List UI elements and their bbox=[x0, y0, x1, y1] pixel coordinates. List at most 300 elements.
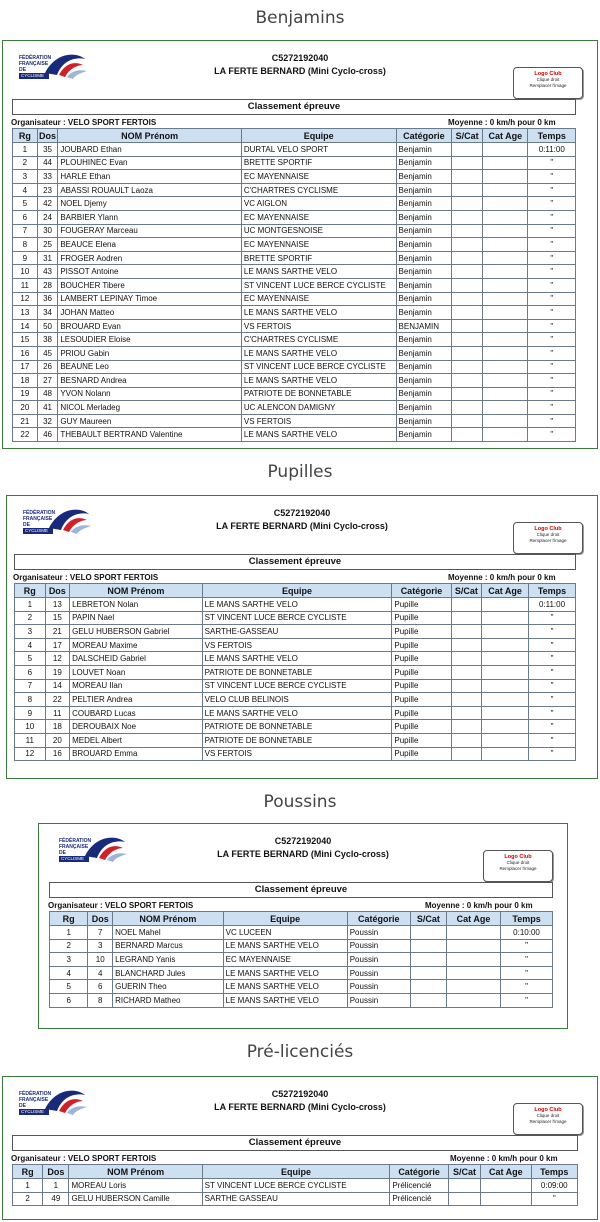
table-cell: " bbox=[501, 993, 553, 1007]
table-cell: VS FERTOIS bbox=[202, 638, 392, 652]
table-cell: 18 bbox=[13, 374, 38, 388]
race-code: C5272192040 bbox=[271, 1089, 329, 1099]
table-cell: 6 bbox=[15, 665, 46, 679]
table-cell: JOUBARD Ethan bbox=[58, 143, 242, 157]
table-cell bbox=[452, 278, 483, 292]
table-cell: 19 bbox=[13, 387, 38, 401]
table-cell: " bbox=[529, 720, 576, 734]
table-cell: LE MANS SARTHE VELO bbox=[202, 652, 392, 666]
table-cell bbox=[483, 210, 528, 224]
federation-logo-text: FÉDÉRATION FRANÇAISE DE bbox=[59, 838, 92, 856]
table-cell: 2 bbox=[13, 1192, 43, 1206]
column-header: Temps bbox=[501, 912, 553, 926]
table-cell: " bbox=[528, 292, 576, 306]
column-header: Catégorie bbox=[390, 1165, 449, 1179]
federation-logo-bar: CYCLISME bbox=[23, 528, 53, 534]
table-cell: 12 bbox=[15, 747, 46, 761]
table-cell: PATRIOTE DE BONNETABLE bbox=[241, 387, 396, 401]
table-cell: 1 bbox=[15, 598, 46, 612]
table-cell: 0:09:00 bbox=[531, 1179, 577, 1193]
table-cell: Pupille bbox=[392, 611, 451, 625]
table-cell: EC MAYENNAISE bbox=[241, 238, 396, 252]
table-cell: 7 bbox=[15, 679, 46, 693]
table-row bbox=[15, 693, 576, 707]
table-cell: " bbox=[531, 1192, 577, 1206]
table-cell: 0:11:00 bbox=[529, 598, 576, 612]
moyenne-label: Moyenne : 0 km/h pour 0 km bbox=[450, 1154, 558, 1163]
table-row bbox=[13, 360, 576, 374]
table-cell: LE MANS SARTHE VELO bbox=[223, 939, 347, 953]
table-cell bbox=[483, 333, 528, 347]
table-row bbox=[50, 939, 553, 953]
table-cell: HARLE Ethan bbox=[58, 170, 242, 184]
table-cell: LE MANS SARTHE VELO bbox=[241, 265, 396, 279]
table-cell: 18 bbox=[45, 720, 69, 734]
table-cell: Benjamin bbox=[396, 265, 452, 279]
table-cell: 21 bbox=[13, 414, 38, 428]
table-cell: 3 bbox=[13, 170, 38, 184]
table-cell: 21 bbox=[45, 625, 69, 639]
table-cell: PATRIOTE DE BONNETABLE bbox=[202, 665, 392, 679]
logo-club-line1: Clique droit bbox=[536, 532, 560, 537]
table-cell: PRIOU Gabin bbox=[58, 346, 242, 360]
table-cell bbox=[483, 251, 528, 265]
table-cell: BESNARD Andrea bbox=[58, 374, 242, 388]
table-cell: " bbox=[528, 319, 576, 333]
column-header: Cat Age bbox=[446, 912, 500, 926]
logo-club-line1: Clique droit bbox=[536, 77, 560, 82]
table-cell: BENJAMIN bbox=[396, 319, 452, 333]
table-row bbox=[15, 665, 576, 679]
table-cell: Poussin bbox=[347, 939, 410, 953]
race-code: C5272192040 bbox=[273, 508, 331, 518]
table-cell: EC MAYENNAISE bbox=[241, 170, 396, 184]
event-title: LA FERTE BERNARD (Mini Cyclo-cross) bbox=[214, 1102, 386, 1112]
table-row bbox=[13, 333, 576, 347]
table-cell bbox=[452, 428, 483, 442]
table-row bbox=[15, 720, 576, 734]
results-card bbox=[2, 40, 598, 449]
table-cell: 15 bbox=[45, 611, 69, 625]
logo-club-placeholder[interactable] bbox=[513, 522, 583, 554]
table-row bbox=[13, 156, 576, 170]
event-title: LA FERTE BERNARD (Mini Cyclo-cross) bbox=[214, 66, 386, 76]
table-cell: 3 bbox=[15, 625, 46, 639]
table-cell: 10 bbox=[88, 953, 113, 967]
classement-heading: Classement épreuve bbox=[12, 1135, 578, 1151]
table-cell: Benjamin bbox=[396, 374, 452, 388]
table-cell: MOREAU Ilan bbox=[70, 679, 203, 693]
table-row bbox=[13, 278, 576, 292]
table-cell: BLANCHARD Jules bbox=[113, 966, 224, 980]
column-header: Catégorie bbox=[396, 129, 452, 143]
table-cell: Benjamin bbox=[396, 251, 452, 265]
table-cell: Benjamin bbox=[396, 414, 452, 428]
logo-club-line1: Clique droit bbox=[536, 1113, 560, 1118]
logo-club-placeholder[interactable] bbox=[483, 850, 553, 882]
race-code: C5272192040 bbox=[271, 53, 329, 63]
classement-heading: Classement épreuve bbox=[14, 554, 576, 570]
table-cell: Benjamin bbox=[396, 346, 452, 360]
table-cell: 41 bbox=[37, 401, 58, 415]
table-cell bbox=[482, 625, 529, 639]
table-cell: BROUARD Evan bbox=[58, 319, 242, 333]
column-header: Dos bbox=[88, 912, 113, 926]
table-cell: LE MANS SARTHE VELO bbox=[223, 966, 347, 980]
federation-logo-text: FÉDÉRATION FRANÇAISE DE bbox=[19, 55, 52, 73]
table-cell: LE MANS SARTHE VELO bbox=[241, 428, 396, 442]
table-cell bbox=[446, 926, 500, 940]
table-cell bbox=[483, 428, 528, 442]
table-row bbox=[15, 747, 576, 761]
table-cell: DALSCHEID Gabriel bbox=[70, 652, 203, 666]
table-row bbox=[13, 374, 576, 388]
column-header: Rg bbox=[15, 584, 46, 598]
table-cell: 14 bbox=[13, 319, 38, 333]
table-cell bbox=[483, 183, 528, 197]
table-cell: 10 bbox=[13, 265, 38, 279]
table-cell bbox=[482, 706, 529, 720]
table-cell: NICOL Merladeg bbox=[58, 401, 242, 415]
table-cell: " bbox=[528, 401, 576, 415]
table-cell bbox=[451, 693, 482, 707]
logo-club-placeholder[interactable] bbox=[513, 67, 583, 99]
table-cell: 2 bbox=[50, 939, 88, 953]
logo-club-line2: Remplacer l'image bbox=[529, 538, 567, 543]
table-cell: JOHAN Matteo bbox=[58, 306, 242, 320]
table-cell bbox=[483, 374, 528, 388]
table-cell bbox=[482, 638, 529, 652]
results-table bbox=[12, 128, 576, 442]
table-cell bbox=[446, 980, 500, 994]
logo-club-title: Logo Club bbox=[534, 1107, 562, 1113]
column-header: S/Cat bbox=[452, 129, 483, 143]
table-cell: " bbox=[528, 238, 576, 252]
table-cell: Pupille bbox=[392, 679, 451, 693]
table-cell: PAPIN Nael bbox=[70, 611, 203, 625]
column-header: NOM Prénom bbox=[69, 1165, 202, 1179]
table-cell: " bbox=[528, 210, 576, 224]
table-cell: " bbox=[528, 197, 576, 211]
table-cell: " bbox=[528, 374, 576, 388]
table-cell: BARBIER Ylann bbox=[58, 210, 242, 224]
table-cell: 19 bbox=[45, 665, 69, 679]
column-header: Rg bbox=[13, 1165, 43, 1179]
table-cell: 13 bbox=[45, 598, 69, 612]
table-cell bbox=[410, 980, 446, 994]
column-header: Cat Age bbox=[482, 584, 529, 598]
table-cell bbox=[481, 1192, 531, 1206]
table-cell bbox=[483, 224, 528, 238]
federation-logo-text: FÉDÉRATION FRANÇAISE DE bbox=[19, 1091, 52, 1109]
table-cell bbox=[451, 720, 482, 734]
logo-club-line2: Remplacer l'image bbox=[529, 1119, 567, 1124]
table-cell: " bbox=[528, 224, 576, 238]
table-cell: Prélicencié bbox=[390, 1179, 449, 1193]
table-cell: BOUCHER Tibere bbox=[58, 278, 242, 292]
table-cell bbox=[452, 401, 483, 415]
table-cell bbox=[452, 210, 483, 224]
table-cell: LE MANS SARTHE VELO bbox=[202, 598, 392, 612]
table-cell: Pupille bbox=[392, 693, 451, 707]
table-row bbox=[13, 1192, 578, 1206]
table-row bbox=[15, 652, 576, 666]
table-cell: " bbox=[501, 980, 553, 994]
table-cell: GELU HUBERSON Gabriel bbox=[70, 625, 203, 639]
column-header: S/Cat bbox=[410, 912, 446, 926]
table-cell: 12 bbox=[45, 652, 69, 666]
moyenne-label: Moyenne : 0 km/h pour 0 km bbox=[448, 573, 556, 582]
table-cell: Benjamin bbox=[396, 387, 452, 401]
table-cell: C'CHARTRES CYCLISME bbox=[241, 183, 396, 197]
table-cell: LOUVET Noan bbox=[70, 665, 203, 679]
table-cell: " bbox=[501, 966, 553, 980]
classement-heading: Classement épreuve bbox=[49, 882, 553, 898]
table-cell: 13 bbox=[13, 306, 38, 320]
table-row bbox=[15, 706, 576, 720]
table-row bbox=[13, 387, 576, 401]
table-cell bbox=[452, 265, 483, 279]
table-cell: LAMBERT LEPINAY Timoe bbox=[58, 292, 242, 306]
table-cell bbox=[451, 665, 482, 679]
table-cell: 11 bbox=[13, 278, 38, 292]
table-cell bbox=[448, 1179, 480, 1193]
table-cell: PATRIOTE DE BONNETABLE bbox=[202, 733, 392, 747]
results-card bbox=[2, 1076, 598, 1220]
logo-club-title: Logo Club bbox=[534, 71, 562, 77]
table-header-row bbox=[50, 912, 553, 926]
table-cell: VC LUCEEN bbox=[223, 926, 347, 940]
table-row bbox=[13, 292, 576, 306]
table-row bbox=[13, 197, 576, 211]
table-cell: LESOUDIER Eloise bbox=[58, 333, 242, 347]
table-cell: GELU HUBERSON Camille bbox=[69, 1192, 202, 1206]
table-cell: Benjamin bbox=[396, 238, 452, 252]
table-cell: SARTHE GASSEAU bbox=[202, 1192, 390, 1206]
table-cell bbox=[482, 747, 529, 761]
table-cell bbox=[452, 156, 483, 170]
column-header: Dos bbox=[43, 1165, 69, 1179]
table-cell: 8 bbox=[13, 238, 38, 252]
table-cell: 4 bbox=[50, 966, 88, 980]
table-cell: Benjamin bbox=[396, 278, 452, 292]
table-cell: BROUARD Emma bbox=[70, 747, 203, 761]
table-row bbox=[50, 953, 553, 967]
table-cell bbox=[452, 251, 483, 265]
table-row bbox=[13, 1179, 578, 1193]
table-cell: THEBAULT BERTRAND Valentine bbox=[58, 428, 242, 442]
table-cell bbox=[410, 993, 446, 1007]
table-cell: Benjamin bbox=[396, 143, 452, 157]
table-cell: VELO CLUB BELINOIS bbox=[202, 693, 392, 707]
table-cell: Benjamin bbox=[396, 156, 452, 170]
table-header-row bbox=[13, 1165, 578, 1179]
table-cell bbox=[483, 306, 528, 320]
table-cell: LE MANS SARTHE VELO bbox=[241, 346, 396, 360]
table-row bbox=[13, 306, 576, 320]
table-cell bbox=[483, 265, 528, 279]
table-cell: 17 bbox=[45, 638, 69, 652]
table-cell: 10 bbox=[15, 720, 46, 734]
organisateur-label: Organisateur : VELO SPORT FERTOIS bbox=[48, 901, 194, 910]
moyenne-label: Moyenne : 0 km/h pour 0 km bbox=[448, 118, 556, 127]
table-cell: Pupille bbox=[392, 638, 451, 652]
table-cell: COUBARD Lucas bbox=[70, 706, 203, 720]
table-cell: MOREAU Loris bbox=[69, 1179, 202, 1193]
column-header: Dos bbox=[45, 584, 69, 598]
table-cell bbox=[451, 733, 482, 747]
table-cell bbox=[451, 747, 482, 761]
table-cell: ST VINCENT LUCE BERCE CYCLISTE bbox=[202, 611, 392, 625]
table-cell: BRETTE SPORTIF bbox=[241, 156, 396, 170]
table-cell bbox=[482, 611, 529, 625]
column-header: Temps bbox=[528, 129, 576, 143]
table-cell: SARTHE-GASSEAU bbox=[202, 625, 392, 639]
table-cell: DEROUBAIX Noe bbox=[70, 720, 203, 734]
table-cell: LE MANS SARTHE VELO bbox=[241, 374, 396, 388]
logo-club-placeholder[interactable] bbox=[513, 1103, 583, 1135]
table-cell: LE MANS SARTHE VELO bbox=[241, 306, 396, 320]
event-title: LA FERTE BERNARD (Mini Cyclo-cross) bbox=[216, 521, 388, 531]
table-cell: " bbox=[501, 939, 553, 953]
table-cell: EC MAYENNAISE bbox=[241, 292, 396, 306]
table-cell: 1 bbox=[50, 926, 88, 940]
table-row bbox=[13, 143, 576, 157]
table-cell: " bbox=[528, 156, 576, 170]
table-cell: 4 bbox=[88, 966, 113, 980]
organisateur-label: Organisateur : VELO SPORT FERTOIS bbox=[11, 1154, 157, 1163]
table-cell: Benjamin bbox=[396, 333, 452, 347]
table-cell: " bbox=[528, 170, 576, 184]
column-header: Dos bbox=[39, 130, 57, 141]
table-cell: 48 bbox=[37, 387, 58, 401]
table-cell: 50 bbox=[37, 319, 58, 333]
table-cell: Prélicencié bbox=[390, 1192, 449, 1206]
table-cell: VS FERTOIS bbox=[241, 414, 396, 428]
table-cell: Pupille bbox=[392, 652, 451, 666]
table-cell: EC MAYENNAISE bbox=[223, 953, 347, 967]
table-row bbox=[13, 251, 576, 265]
table-cell: 34 bbox=[37, 306, 58, 320]
table-cell: Benjamin bbox=[396, 224, 452, 238]
table-cell: 2 bbox=[13, 156, 38, 170]
table-cell: 5 bbox=[15, 652, 46, 666]
table-cell: 0:10:00 bbox=[501, 926, 553, 940]
table-cell: GUERIN Theo bbox=[113, 980, 224, 994]
table-cell: 9 bbox=[15, 706, 46, 720]
table-cell bbox=[483, 156, 528, 170]
table-cell bbox=[483, 278, 528, 292]
column-header: Cat Age bbox=[481, 1165, 531, 1179]
table-cell bbox=[410, 939, 446, 953]
table-cell: 1 bbox=[13, 1179, 43, 1193]
table-cell: 6 bbox=[88, 980, 113, 994]
table-cell: 0:11:00 bbox=[528, 143, 576, 157]
table-cell: 6 bbox=[50, 993, 88, 1007]
table-cell: 25 bbox=[37, 238, 58, 252]
table-cell: " bbox=[528, 387, 576, 401]
column-header: Equipe bbox=[202, 584, 392, 598]
federation-logo-text: FÉDÉRATION FRANÇAISE DE bbox=[23, 510, 56, 528]
table-cell: 9 bbox=[13, 251, 38, 265]
table-row bbox=[15, 625, 576, 639]
table-header-row bbox=[13, 129, 576, 143]
table-cell: 28 bbox=[37, 278, 58, 292]
table-cell: VS FERTOIS bbox=[202, 747, 392, 761]
table-cell: C'CHARTRES CYCLISME bbox=[241, 333, 396, 347]
table-row bbox=[50, 993, 553, 1007]
table-row bbox=[13, 319, 576, 333]
table-cell: " bbox=[529, 706, 576, 720]
results-card bbox=[6, 495, 598, 779]
table-row bbox=[15, 733, 576, 747]
table-cell bbox=[451, 679, 482, 693]
federation-logo-bar: CYCLISME bbox=[59, 856, 89, 862]
table-cell: 15 bbox=[13, 333, 38, 347]
table-row bbox=[13, 428, 576, 442]
table-cell bbox=[482, 720, 529, 734]
classement-heading: Classement épreuve bbox=[12, 99, 576, 115]
table-row bbox=[13, 183, 576, 197]
table-cell bbox=[452, 360, 483, 374]
table-cell: 22 bbox=[13, 428, 38, 442]
table-cell: 42 bbox=[37, 197, 58, 211]
table-cell: " bbox=[529, 652, 576, 666]
table-cell: Pupille bbox=[392, 720, 451, 734]
table-cell: LEBRETON Nolan bbox=[70, 598, 203, 612]
table-cell: Benjamin bbox=[396, 401, 452, 415]
table-cell: " bbox=[528, 346, 576, 360]
table-cell bbox=[452, 143, 483, 157]
table-cell: 32 bbox=[37, 414, 58, 428]
table-cell: " bbox=[529, 625, 576, 639]
table-cell: 7 bbox=[88, 926, 113, 940]
table-cell: 14 bbox=[45, 679, 69, 693]
organisateur-label: Organisateur : VELO SPORT FERTOIS bbox=[11, 118, 157, 127]
federation-logo-bar: CYCLISME bbox=[19, 1109, 49, 1115]
table-cell bbox=[482, 652, 529, 666]
table-cell bbox=[452, 197, 483, 211]
table-cell: 8 bbox=[88, 993, 113, 1007]
table-cell bbox=[482, 598, 529, 612]
table-cell bbox=[483, 319, 528, 333]
table-cell: 4 bbox=[15, 638, 46, 652]
table-row bbox=[13, 170, 576, 184]
table-cell: 6 bbox=[13, 210, 38, 224]
table-cell: NOEL Djemy bbox=[58, 197, 242, 211]
table-cell: EC MAYENNAISE bbox=[241, 210, 396, 224]
table-cell: 16 bbox=[13, 346, 38, 360]
table-cell: BERNARD Marcus bbox=[113, 939, 224, 953]
table-cell: 24 bbox=[37, 210, 58, 224]
table-cell: 20 bbox=[13, 401, 38, 415]
table-cell bbox=[483, 387, 528, 401]
logo-club-title: Logo Club bbox=[504, 854, 532, 860]
table-cell: BRETTE SPORTIF bbox=[241, 251, 396, 265]
table-cell: 27 bbox=[37, 374, 58, 388]
table-cell: ST VINCENT LUCE BERCE CYCLISTE bbox=[202, 679, 392, 693]
column-header: Temps bbox=[529, 584, 576, 598]
table-cell bbox=[482, 733, 529, 747]
table-cell: ST VINCENT LUCE BERCE CYCLISTE bbox=[241, 278, 396, 292]
event-title: LA FERTE BERNARD (Mini Cyclo-cross) bbox=[217, 849, 389, 859]
table-cell: VS FERTOIS bbox=[241, 319, 396, 333]
table-cell: 4 bbox=[13, 183, 38, 197]
table-cell: 36 bbox=[37, 292, 58, 306]
table-cell: Poussin bbox=[347, 926, 410, 940]
table-cell bbox=[483, 143, 528, 157]
results-table bbox=[12, 1164, 578, 1206]
